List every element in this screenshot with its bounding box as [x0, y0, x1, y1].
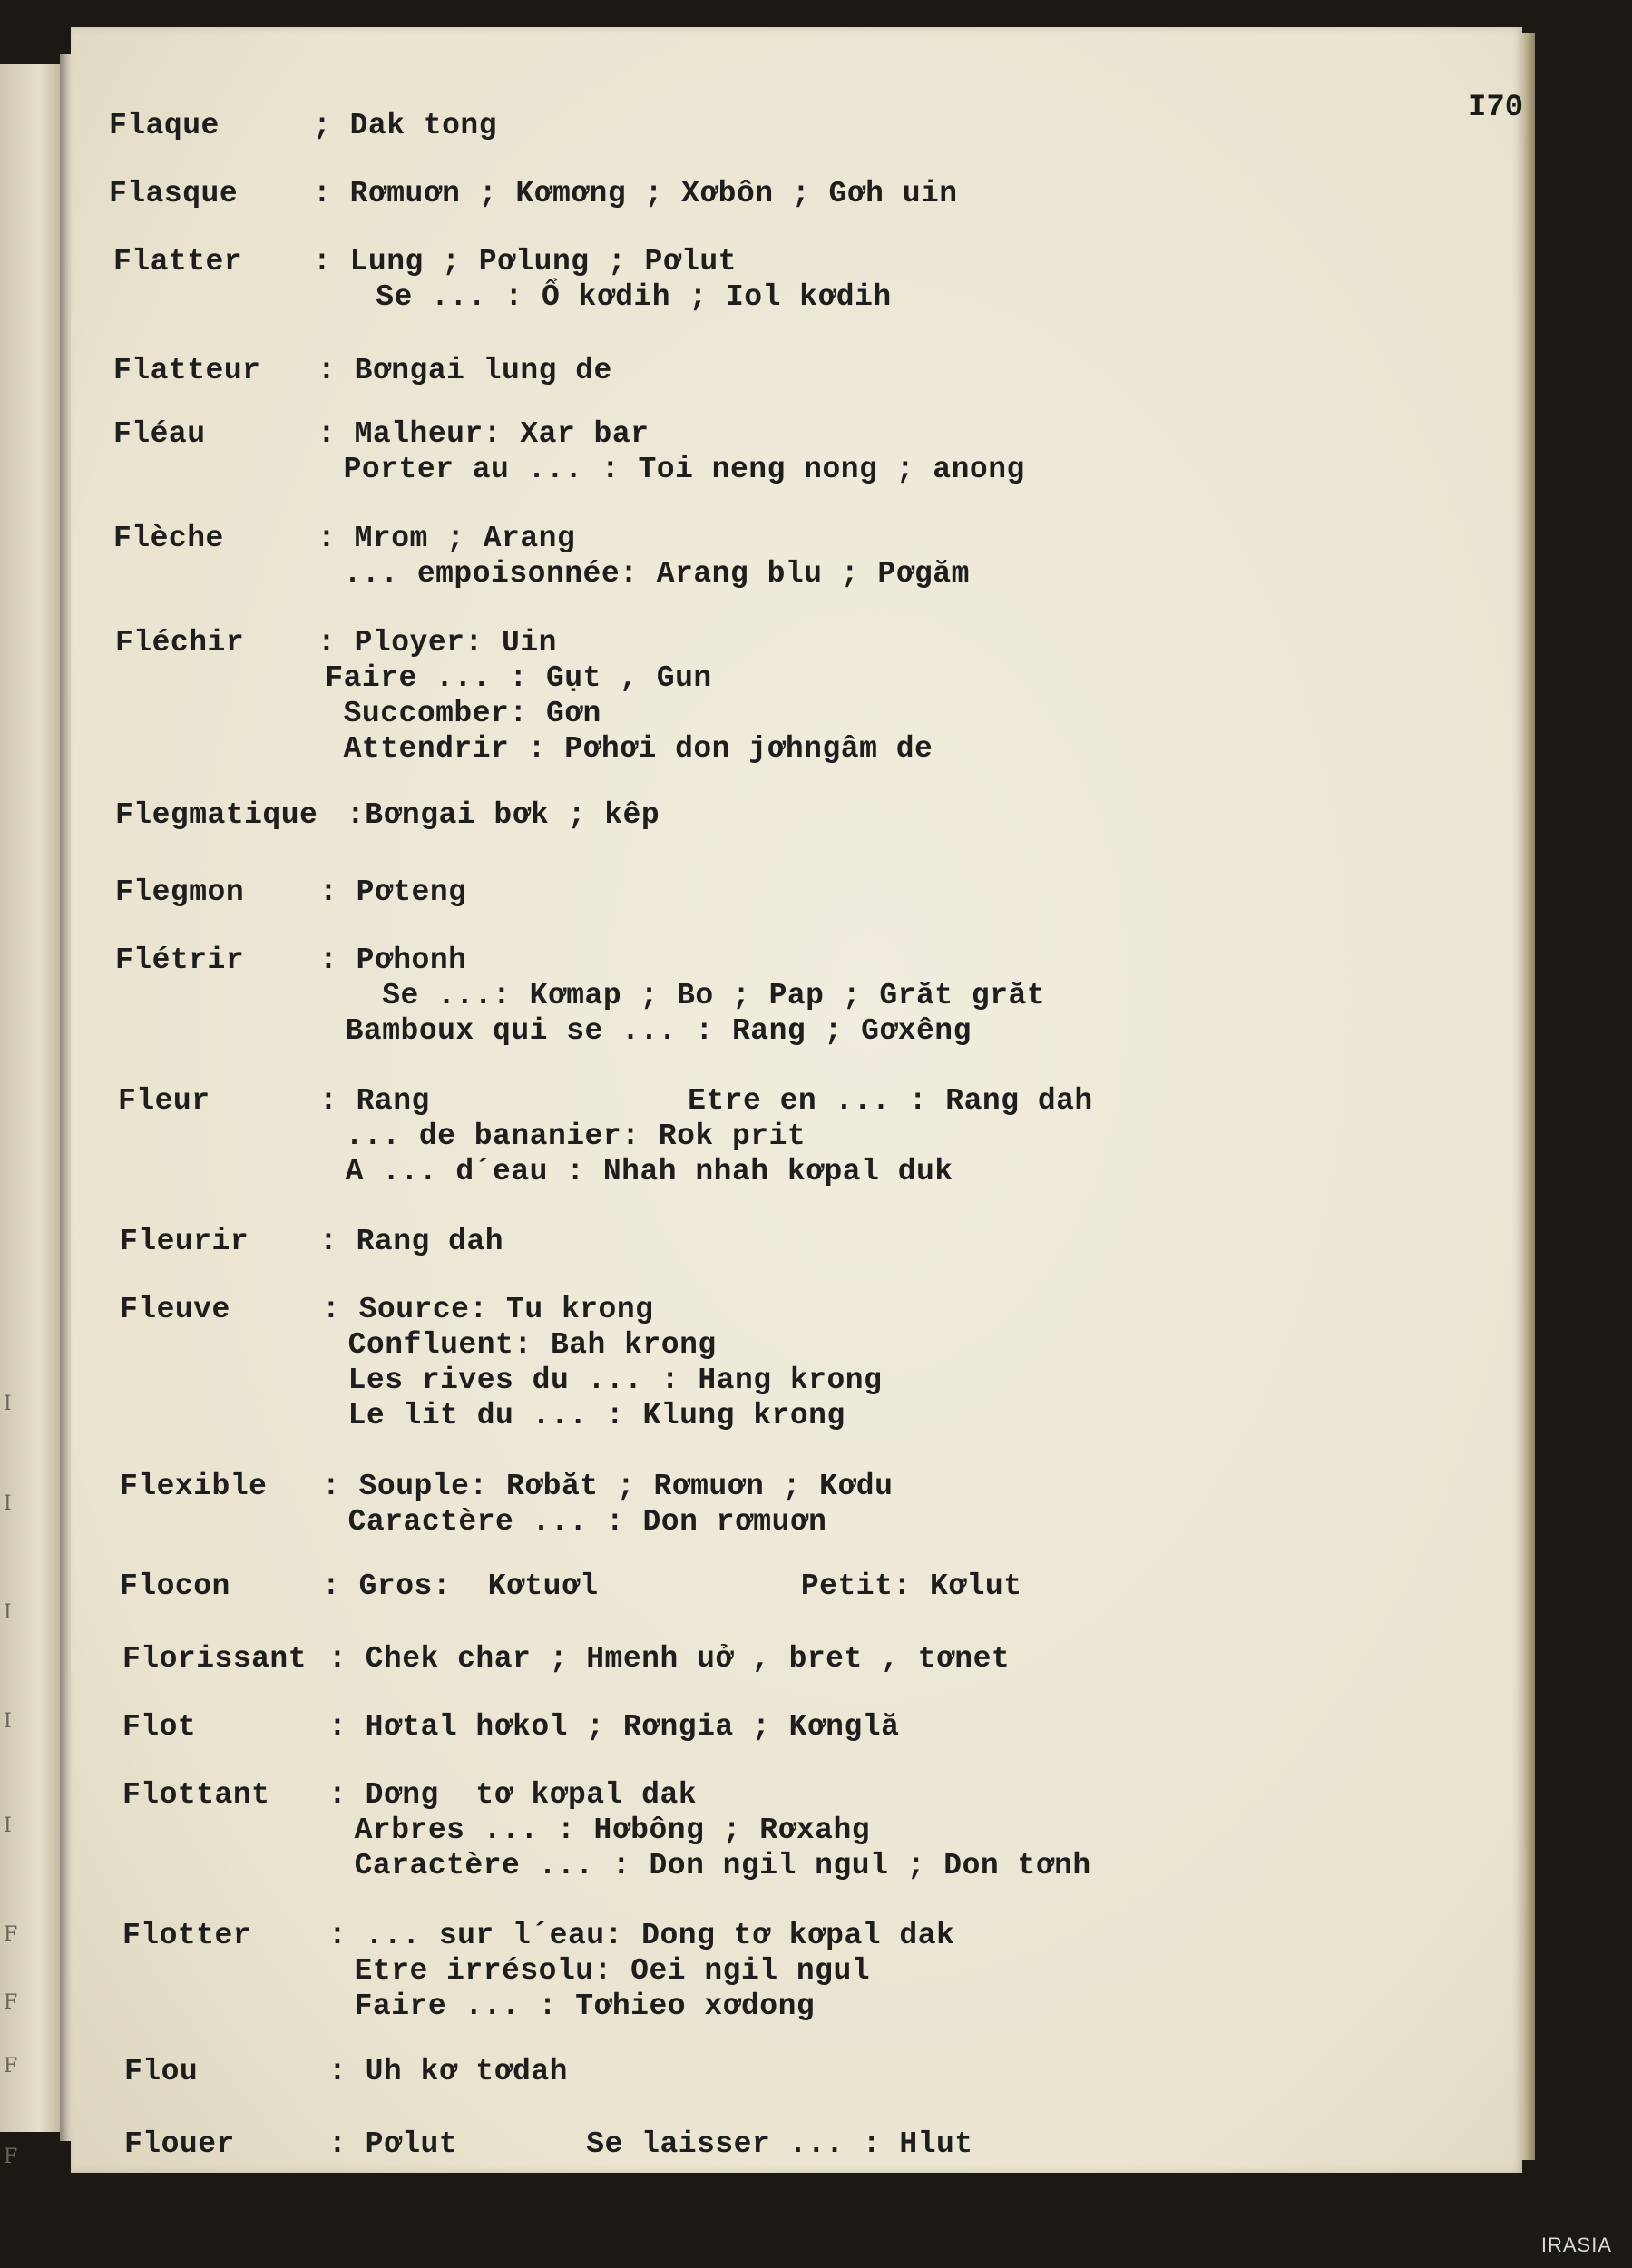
entry-definition-line: : Rang dah [319, 1225, 504, 1258]
left-page-mark: I [4, 1601, 12, 1624]
left-page-mark: I [4, 1814, 12, 1837]
entry-headword: Flexible [120, 1470, 268, 1503]
entry-definition-line: : Source: Tu krong [322, 1293, 654, 1326]
left-page-mark: I [4, 1393, 12, 1415]
entry-definition-line: Se ... : Ổ kơdih ; Iol kơdih [302, 280, 892, 314]
entry-definition-line: Faire ... : Gụt , Gun [307, 661, 712, 695]
entry-headword: Fléau [113, 417, 206, 451]
entry-definition-line: : Hơtal hơkol ; Rơngia ; Kơnglă [328, 1710, 900, 1744]
entry-definition-line: : Ployer: Uin [318, 626, 557, 660]
entry-definition-line: Bamboux qui se ... : Rang ; Gơxêng [308, 1014, 972, 1048]
entry-definition-line: : Pơhonh [319, 943, 467, 977]
entry-definition-line: : Lung ; Pơlung ; Pơlut [313, 245, 737, 279]
entry-headword: Fléchir [115, 626, 245, 660]
entry-definition-line: : Bơngai lung de [318, 354, 612, 387]
entry-definition-line: ; Dak tong [313, 109, 498, 142]
entry-definition-line: :Bơngai bơk ; kêp [347, 798, 660, 832]
entry-headword: Flatter [113, 245, 243, 279]
entry-definition-line: Faire ... : Tơhieo xơdong [318, 1989, 816, 2023]
entry-definition-line: : Pơlut Se laisser ... : Hlut [328, 2127, 973, 2161]
entry-definition-line: Caractère ... : Don rơmuơn [311, 1505, 827, 1539]
entry-definition-line: ... de bananier: Rok prit [308, 1119, 806, 1153]
entry-headword: Flottant [122, 1778, 270, 1812]
left-page-mark: I [4, 1710, 12, 1733]
entry-definition-line: Attendrir : Pơhơi don jơhngâm de [307, 732, 933, 766]
entry-definition-line: : Gros: Kơtuơl Petit: Kơlut [322, 1569, 1022, 1603]
entry-definition-line: : Rơmuơn ; Kơmơng ; Xơbôn ; Gơh uin [313, 177, 958, 210]
entry-headword: Flot [122, 1710, 197, 1744]
entry-list [71, 27, 1522, 2173]
left-page-mark: F [4, 2146, 18, 2168]
entry-definition-line: : Pơteng [319, 875, 467, 909]
entry-headword: Fleur [118, 1084, 210, 1118]
entry-definition-line: : Uh kơ tơdah [328, 2055, 568, 2088]
entry-definition-line: Confluent: Bah krong [311, 1328, 717, 1362]
left-page-mark: F [4, 1991, 18, 2014]
entry-definition-line: : Rang Etre en ... : Rang dah [319, 1084, 1093, 1118]
page-edge [1522, 33, 1535, 2160]
left-page-mark: F [4, 2055, 18, 2077]
entry-headword: Flocon [120, 1569, 230, 1603]
entry-headword: Flaque [109, 109, 220, 142]
entry-definition-line: Porter au ... : Toi neng nong ; anong [307, 453, 1025, 486]
left-page-mark: F [4, 1923, 18, 1946]
entry-headword: Fleurir [120, 1225, 249, 1258]
entry-headword: Florissant [122, 1642, 308, 1676]
left-page-edge [0, 64, 65, 2168]
left-page-mark: I [4, 1492, 12, 1515]
entry-headword: Flegmon [115, 875, 245, 909]
archive-credit: IRASIA [1540, 2234, 1612, 2256]
entry-definition-line: Se ...: Kơmap ; Bo ; Pap ; Grăt grăt [308, 979, 1046, 1012]
entry-definition-line: A ... d´eau : Nhah nhah kơpal duk [308, 1155, 953, 1188]
entry-definition-line: Arbres ... : Hơbông ; Rơxahg [318, 1813, 871, 1847]
entry-definition-line: : Souple: Rơbăt ; Rơmuơn ; Kơdu [322, 1470, 894, 1503]
entry-definition-line: Succomber: Gơn [307, 697, 601, 730]
entry-definition-line: : Malheur: Xar bar [318, 417, 650, 451]
entry-definition-line: : Chek char ; Hmenh uở , bret , tơnet [328, 1642, 1011, 1676]
left-page-marks [0, 64, 65, 2168]
entry-definition-line: Les rives du ... : Hang krong [311, 1364, 883, 1397]
entry-headword: Flou [124, 2055, 199, 2088]
entry-headword: Flegmatique [115, 798, 318, 832]
entry-definition-line: Caractère ... : Don ngil ngul ; Don tơnh [318, 1849, 1091, 1882]
page-number: I70 [1468, 91, 1524, 125]
entry-definition-line: : ... sur l´eau: Dong tơ kơpal dak [328, 1919, 955, 1952]
entry-definition-line: ... empoisonnée: Arang blu ; Pơgăm [307, 557, 970, 591]
entry-headword: Flétrir [115, 943, 245, 977]
entry-definition-line: Etre irrésolu: Oei ngil ngul [318, 1954, 871, 1988]
dictionary-page [71, 27, 1522, 2173]
entry-headword: Flèche [113, 522, 224, 555]
entry-definition-line: : Dơng tơ kơpal dak [328, 1778, 698, 1812]
entry-definition-line: Le lit du ... : Klung krong [311, 1399, 845, 1432]
entry-headword: Fleuve [120, 1293, 230, 1326]
entry-headword: Flouer [124, 2127, 235, 2161]
entry-headword: Flasque [109, 177, 239, 210]
entry-definition-line: : Mrom ; Arang [318, 522, 576, 555]
entry-headword: Flatteur [113, 354, 261, 387]
entry-headword: Flotter [122, 1919, 252, 1952]
